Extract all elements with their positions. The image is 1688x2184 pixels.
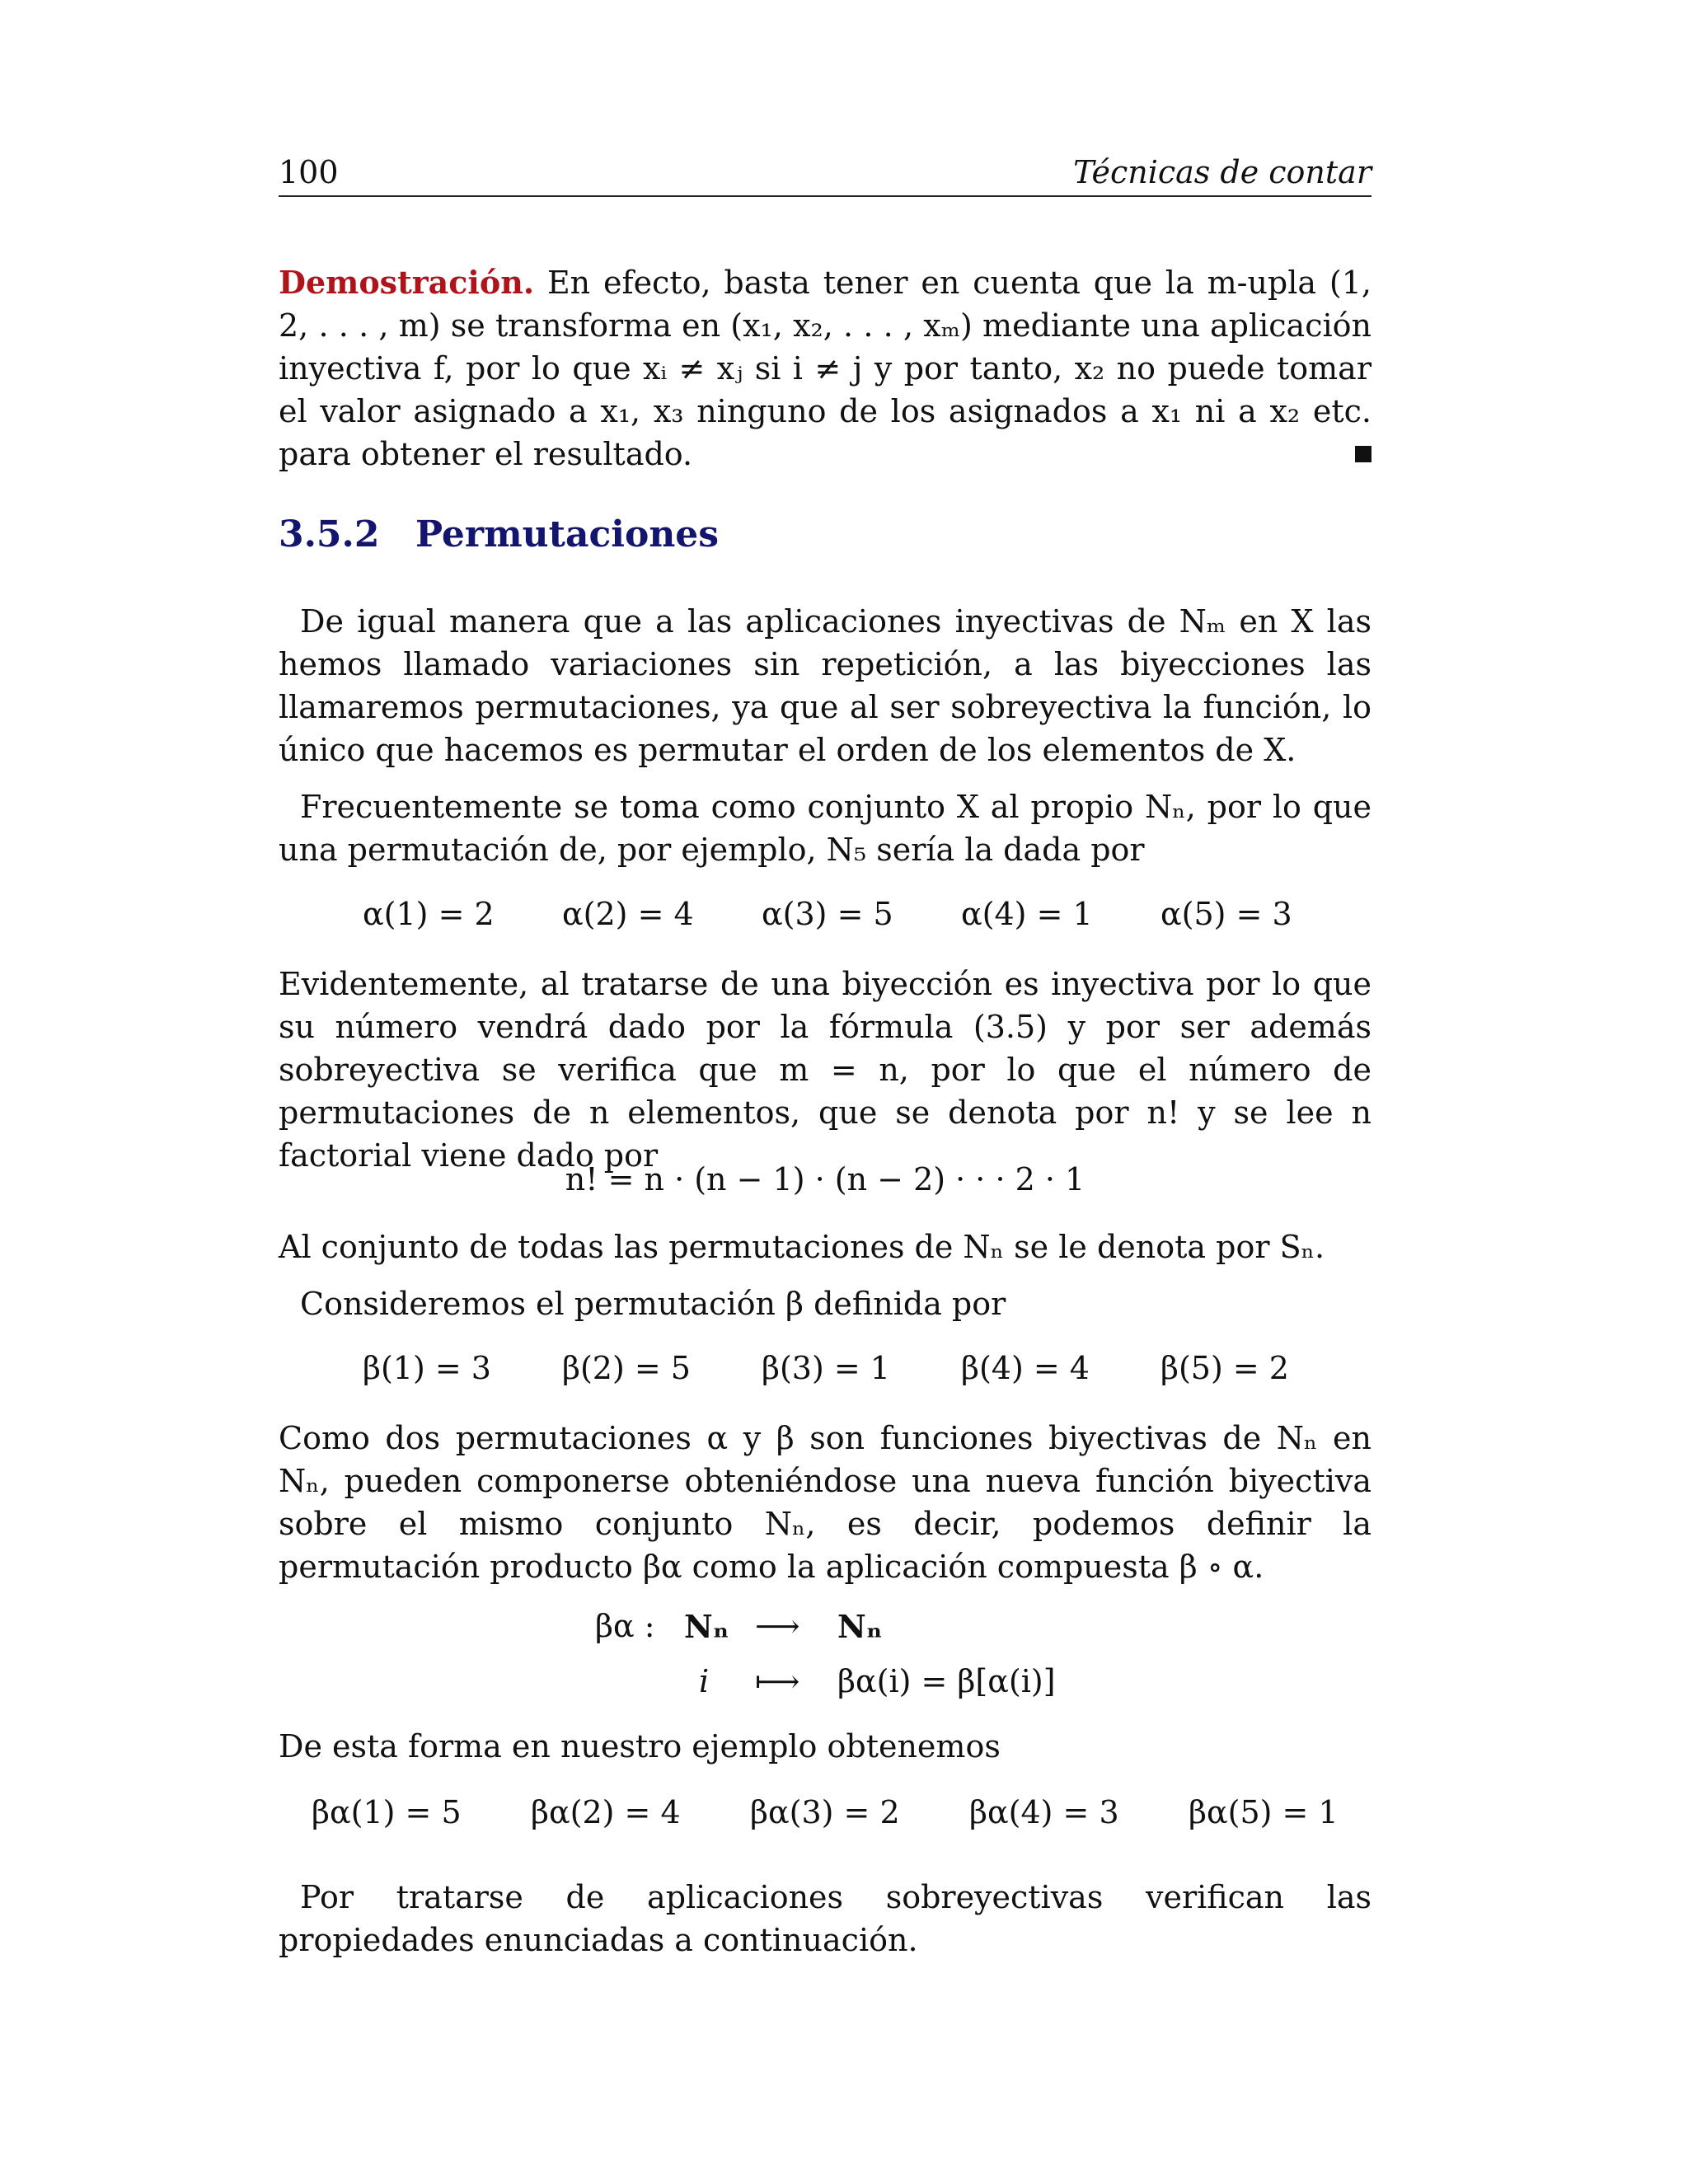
- alpha-value: α(3) = 5: [762, 896, 893, 932]
- map-domain: Nₙ: [684, 1608, 729, 1645]
- factorial-formula: n! = n · (n − 1) · (n − 2) · · · 2 · 1: [565, 1161, 1085, 1197]
- alpha-definition-row: [279, 896, 1372, 939]
- beta-value: β(3) = 1: [762, 1350, 890, 1386]
- paragraph-composition: Como dos permutaciones α y β son funciones biyectivas de Nₙ en Nₙ, pueden componerse obteniéndose una nueva función biyectiva sobre el mismo conjunto Nₙ, es decir, podemos definir la permutación producto βα como la aplicación compuesta β ∘ α.: [279, 1420, 1372, 1585]
- paragraph-result: De esta forma en nuestro ejemplo obtenemos: [279, 1728, 1001, 1765]
- long-right-arrow-icon: ⟶: [755, 1608, 800, 1644]
- map-image: βα(i) = β[α(i)]: [837, 1663, 1056, 1699]
- betaalpha-value: βα(3) = 2: [750, 1794, 900, 1830]
- map-element: i: [699, 1663, 710, 1699]
- beta-value: β(1) = 3: [363, 1350, 491, 1386]
- paragraph-factorial: Evidentemente, al tratarse de una biyección es inyectiva por lo que su número vendrá dado por la fórmula (3.5) y por ser además sobreyectiva se verifica que m = n, por lo que el número de permutaciones de n elementos, que se denota por n! y se lee n factorial viene dado por: [279, 966, 1372, 1174]
- running-title: Técnicas de contar: [1073, 154, 1372, 190]
- beta-value: β(2) = 5: [562, 1350, 691, 1386]
- mapsto-arrow-icon: ⟼: [755, 1663, 800, 1699]
- paragraph-sn: Al conjunto de todas las permutaciones de Nₙ se le denota por Sₙ.: [279, 1229, 1325, 1265]
- betaalpha-value: βα(1) = 5: [312, 1794, 462, 1830]
- beta-definition-row: [279, 1350, 1372, 1393]
- proof-paragraph: [279, 261, 1372, 476]
- beta-value: β(5) = 2: [1160, 1350, 1289, 1386]
- beta-value: β(4) = 4: [961, 1350, 1090, 1386]
- qed-square-icon: [1355, 446, 1372, 462]
- alpha-value: α(2) = 4: [562, 896, 694, 932]
- alpha-value: α(5) = 3: [1160, 896, 1292, 932]
- betaalpha-value: βα(5) = 1: [1189, 1794, 1339, 1830]
- betaalpha-value: βα(4) = 3: [969, 1794, 1119, 1830]
- section-heading: [279, 513, 719, 555]
- page: [279, 0, 1372, 2184]
- page-number: 100: [279, 154, 339, 190]
- paragraph-example: Frecuentemente se toma como conjunto X al propio Nₙ, por lo que una permutación de, por ejemplo, N₅ sería la dada por: [279, 789, 1372, 868]
- alpha-value: α(4) = 1: [961, 896, 1093, 932]
- map-name: βα :: [595, 1608, 655, 1644]
- proof-label: Demostración.: [279, 264, 535, 301]
- map-codomain: Nₙ: [837, 1608, 883, 1645]
- paragraph-intro: De igual manera que a las aplicaciones inyectivas de Nₘ en X las hemos llamado variaciones sin repetición, a las biyecciones las llamaremos permutaciones, ya que al ser sobreyectiva la función, lo único que hacemos es permutar el orden de los elementos de X.: [279, 603, 1372, 768]
- betaalpha-value: βα(2) = 4: [531, 1794, 681, 1830]
- paragraph-beta: Consideremos el permutación β definida por: [300, 1286, 1006, 1322]
- paragraph-closing: Por tratarse de aplicaciones sobreyectivas verifican las propiedades enunciadas a continuación.: [279, 1879, 1372, 1958]
- betaalpha-result-row: [279, 1794, 1372, 1837]
- proof-text: En efecto, basta tener en cuenta que la m-upla (1, 2, . . . , m) se transforma en (x₁, x₂, . . . , xₘ) mediante una aplicación inyectiva f, por lo que xᵢ ≠ xⱼ si i ≠ j y por tanto, x₂ no puede tomar el valor asignado a x₁, x₃ ninguno de los asignados a x₁ ni a x₂ etc. para obtener el resultado.: [279, 265, 1372, 472]
- running-header: [279, 154, 1372, 197]
- alpha-value: α(1) = 2: [363, 896, 495, 932]
- section-number: 3.5.2: [279, 513, 380, 555]
- section-title: Permutaciones: [415, 513, 720, 555]
